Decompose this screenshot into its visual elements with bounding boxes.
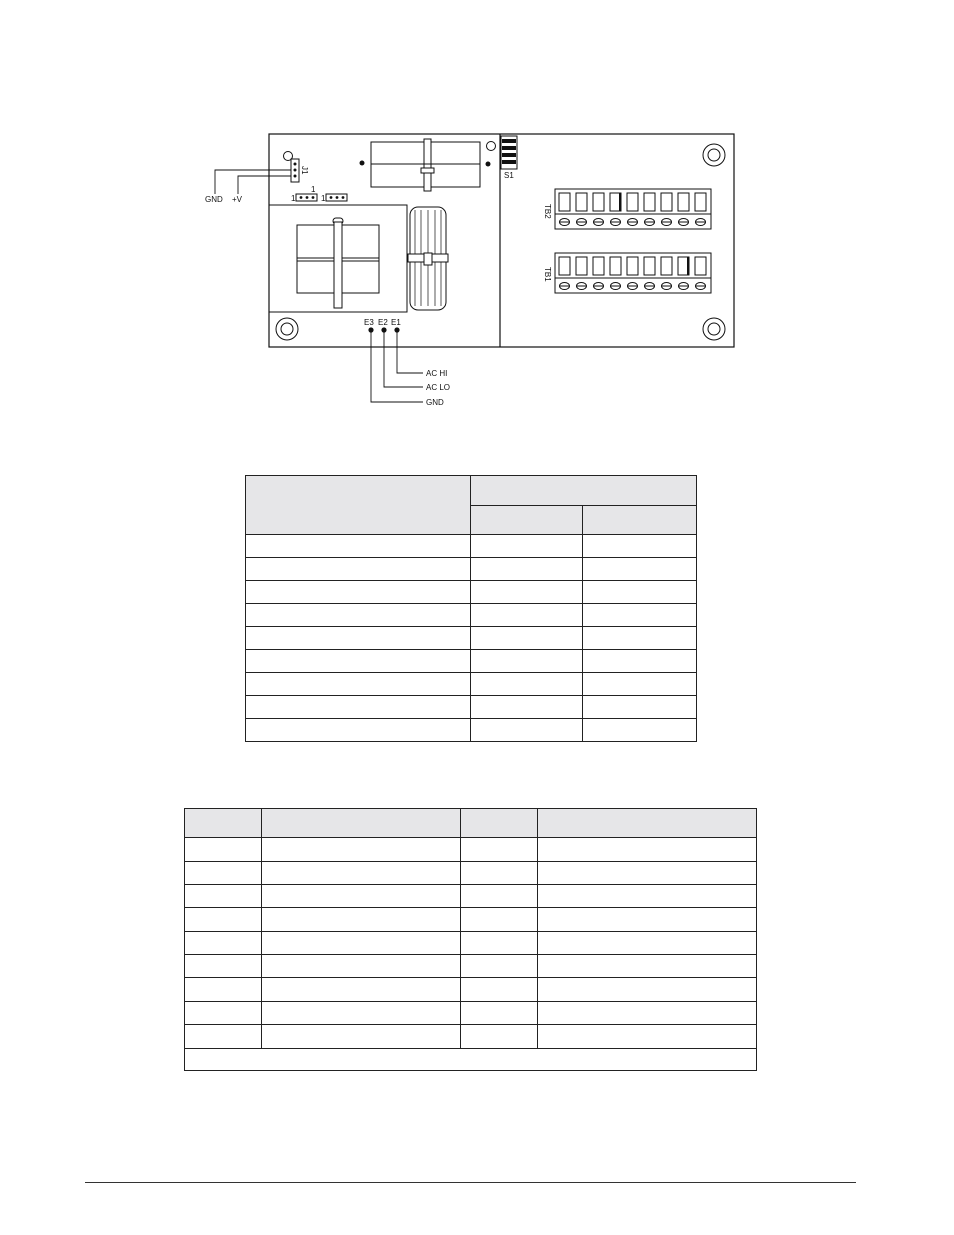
s1-label: S1 xyxy=(504,171,514,180)
table-cell xyxy=(461,862,538,885)
tb1-label: TB1 xyxy=(543,267,552,282)
header-cell xyxy=(185,809,262,838)
table-cell xyxy=(246,535,471,558)
table-cell xyxy=(471,673,583,696)
table-row xyxy=(246,719,697,742)
table-cell xyxy=(185,932,262,955)
table-cell xyxy=(262,978,461,1002)
table-cell xyxy=(185,885,262,908)
table-cell xyxy=(246,604,471,627)
table-cell xyxy=(246,719,471,742)
table-cell xyxy=(246,558,471,581)
table-cell xyxy=(471,581,583,604)
board-diagram xyxy=(0,0,954,420)
table-cell xyxy=(538,908,757,932)
table-row xyxy=(185,932,757,955)
table-cell xyxy=(262,932,461,955)
transformer xyxy=(269,205,407,312)
footer-rule xyxy=(85,1182,856,1183)
table-row xyxy=(246,627,697,650)
table-row xyxy=(185,955,757,978)
jumper-b-one-label: 1 xyxy=(321,194,326,203)
table-header-row xyxy=(246,476,697,506)
table-cell xyxy=(185,1002,262,1025)
table-cell xyxy=(583,558,697,581)
table-cell xyxy=(583,604,697,627)
table-cell xyxy=(538,955,757,978)
table-cell xyxy=(538,978,757,1002)
table-row xyxy=(185,1025,757,1049)
table-cell xyxy=(262,1025,461,1049)
table-cell xyxy=(262,885,461,908)
table-cell xyxy=(461,908,538,932)
table-cell xyxy=(461,955,538,978)
e1-label: E1 xyxy=(391,318,401,327)
table-cell xyxy=(471,650,583,673)
tb1-terminal-block xyxy=(555,253,711,293)
jumper-block-a xyxy=(296,194,317,201)
table-cell xyxy=(246,627,471,650)
header-cell xyxy=(538,809,757,838)
table-cell xyxy=(583,696,697,719)
jumper-block-b xyxy=(326,194,347,201)
table-row xyxy=(185,978,757,1002)
header-cell xyxy=(246,476,471,535)
table-row xyxy=(246,558,697,581)
j1-label: J1 xyxy=(300,166,309,175)
table-cell xyxy=(185,955,262,978)
e2-label: E2 xyxy=(378,318,388,327)
ac-hi-label: AC HI xyxy=(426,369,448,378)
table-row xyxy=(246,696,697,719)
jumper-a-one-label: 1 xyxy=(291,194,296,203)
table-cell xyxy=(538,838,757,862)
table-cell xyxy=(185,838,262,862)
table-cell xyxy=(583,535,697,558)
ac-lo-label: AC LO xyxy=(426,383,451,392)
table-cell xyxy=(538,862,757,885)
table-row xyxy=(185,1002,757,1025)
header-cell xyxy=(471,506,583,535)
table-cell xyxy=(185,862,262,885)
spec-table xyxy=(245,475,697,742)
mount-hole-bottom-right xyxy=(703,318,725,340)
table-header-row xyxy=(185,809,757,838)
table-row xyxy=(246,604,697,627)
table-cell xyxy=(461,838,538,862)
table-cell xyxy=(262,955,461,978)
gnd-left-label: GND xyxy=(205,195,223,204)
header-cell xyxy=(583,506,697,535)
tb2-terminal-block xyxy=(555,189,711,229)
table-cell xyxy=(471,604,583,627)
table-cell xyxy=(583,581,697,604)
table-cell xyxy=(461,1002,538,1025)
header-cell xyxy=(471,476,697,506)
table-cell xyxy=(262,862,461,885)
j1-wires xyxy=(215,170,291,194)
fuse-component xyxy=(408,207,448,310)
table-cell xyxy=(471,535,583,558)
table-cell xyxy=(262,908,461,932)
table-cell xyxy=(538,932,757,955)
table-row xyxy=(185,838,757,862)
table-cell xyxy=(185,978,262,1002)
table-row xyxy=(246,673,697,696)
table-cell xyxy=(185,1025,262,1049)
mount-hole-bottom-left xyxy=(276,318,298,340)
gnd-bottom-label: GND xyxy=(426,398,444,407)
plus-v-label: +V xyxy=(232,195,243,204)
table-cell xyxy=(262,838,461,862)
relay-component xyxy=(360,139,491,191)
table-cell xyxy=(471,627,583,650)
table-cell xyxy=(583,673,697,696)
table-cell xyxy=(185,908,262,932)
terminal-table xyxy=(184,808,757,1071)
table-cell xyxy=(471,558,583,581)
table-cell xyxy=(583,719,697,742)
table-cell xyxy=(538,1025,757,1049)
table-cell xyxy=(471,719,583,742)
table-cell xyxy=(461,932,538,955)
e-wires xyxy=(371,330,423,402)
table-cell xyxy=(583,650,697,673)
table-footer-cell xyxy=(185,1049,757,1071)
table-row xyxy=(246,650,697,673)
jumper-one-label: 1 xyxy=(311,185,316,194)
table-row xyxy=(246,535,697,558)
mount-hole-top-right xyxy=(703,144,725,166)
table-cell xyxy=(461,885,538,908)
table-cell xyxy=(538,885,757,908)
table-row xyxy=(185,885,757,908)
tb2-label: TB2 xyxy=(543,204,552,219)
table-cell xyxy=(246,673,471,696)
e3-label: E3 xyxy=(364,318,374,327)
j1-connector xyxy=(291,159,299,182)
table-cell xyxy=(246,581,471,604)
header-cell xyxy=(461,809,538,838)
table-cell xyxy=(262,1002,461,1025)
table-cell xyxy=(246,696,471,719)
table-cell xyxy=(471,696,583,719)
table-footer-row xyxy=(185,1049,757,1071)
table-row xyxy=(185,862,757,885)
header-cell xyxy=(262,809,461,838)
table-row xyxy=(185,908,757,932)
s1-switch xyxy=(501,136,517,169)
table-cell xyxy=(538,1002,757,1025)
table-cell xyxy=(461,978,538,1002)
table-cell xyxy=(583,627,697,650)
table-row xyxy=(246,581,697,604)
hole-small-right xyxy=(487,142,496,151)
table-cell xyxy=(246,650,471,673)
table-cell xyxy=(461,1025,538,1049)
